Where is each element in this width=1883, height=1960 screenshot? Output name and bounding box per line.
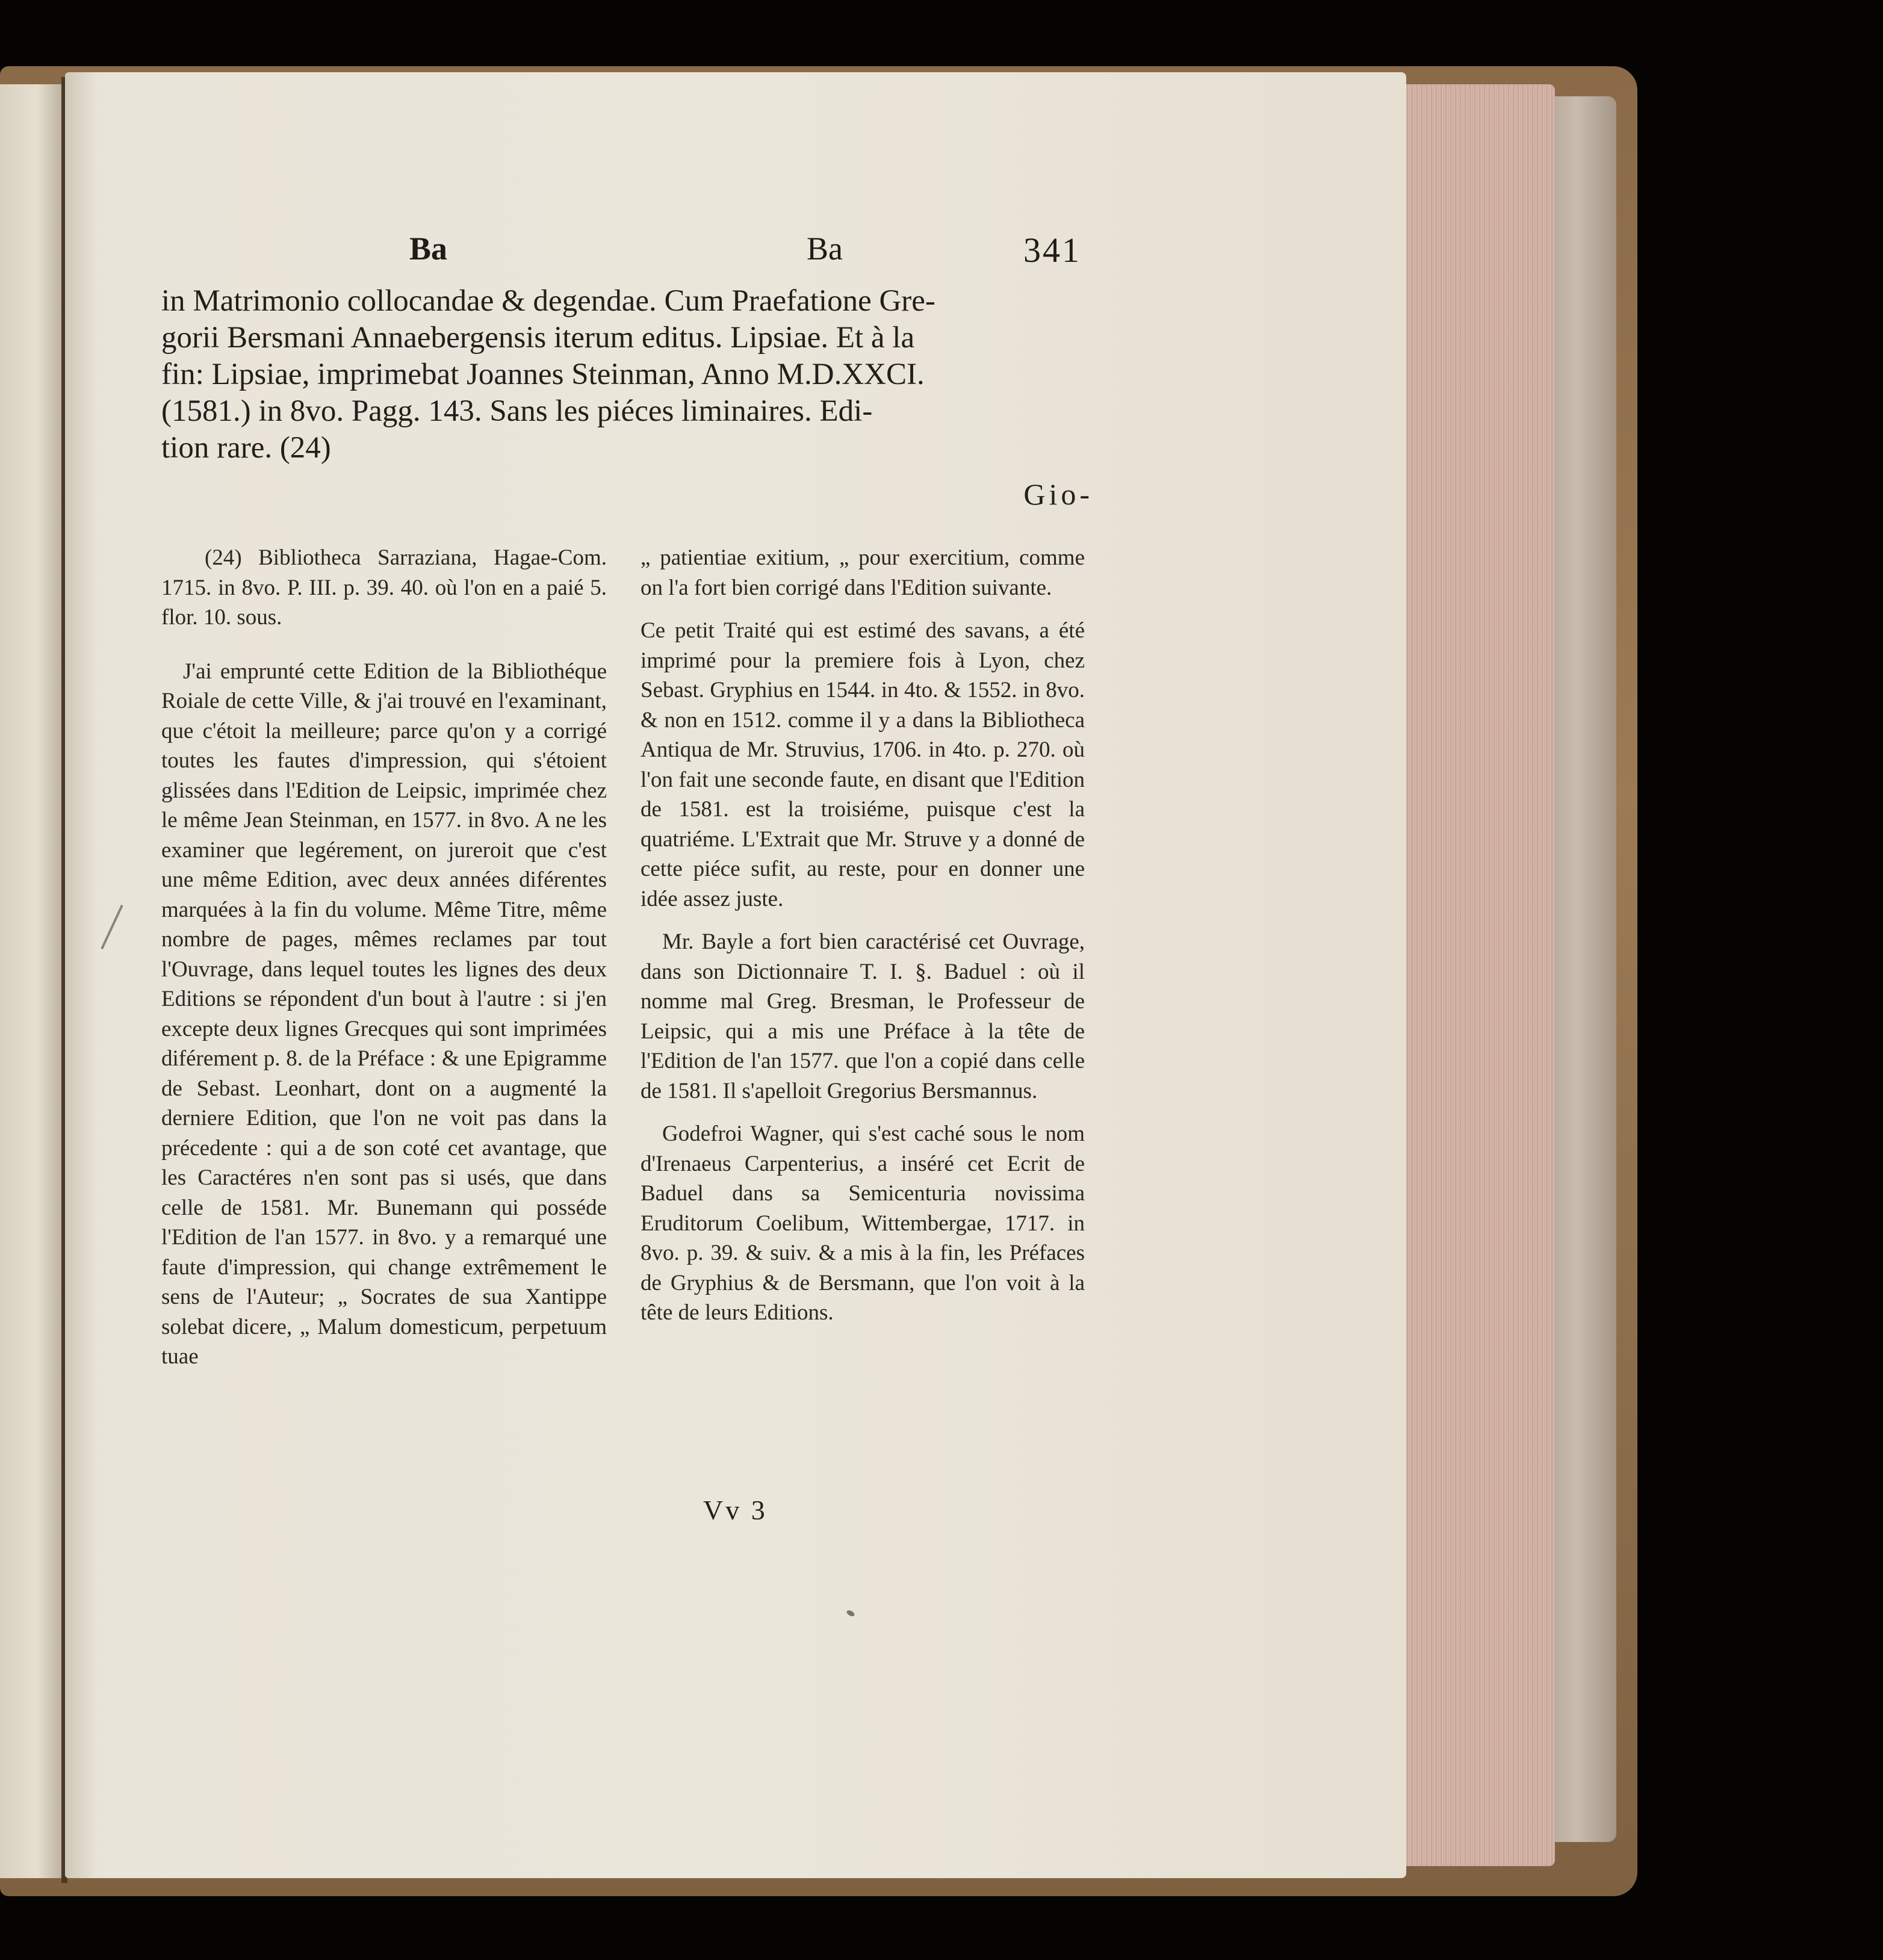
page-block-fore-edge	[1403, 84, 1555, 1866]
entry-line: fin: Lipsiae, imprimebat Joannes Steinman, Anno M.D.XXCI.	[161, 358, 925, 391]
book-cover-edge	[1550, 96, 1616, 1842]
running-head-center: Ba	[807, 231, 843, 267]
footnote-paragraph: Godefroi Wagner, qui s'est caché sous le nom d'Irenaeus Carpenterius, a inséré cet Ecrit de Baduel dans sa Semicenturia novissima Eruditorum Coelibum, Wittembergae, 1717. in 8vo. p. 39. & suiv. & a mis à la fin, les Préfaces de Gryphius & de Bersmann, que l'on voit à la tête de leurs Editions.	[641, 1121, 1085, 1325]
page-number: 341	[1023, 231, 1081, 270]
footnote-paragraph: J'ai emprunté cette Edition de la Bibliothéque Roiale de cette Ville, & j'ai trouvé en l'examinant, que c'étoit la meilleure; parce qu'on y a corrigé toutes les fautes d'impression, qui s'étoient glissées dans l'Edition de Leipsic, imprimée chez le même Jean Steinman, en 1577. in 8vo. A ne les examiner que legérement, on jureroit que c'est une même Edition, avec deux années diférentes marquées à la fin du volume. Même Titre, même nombre de pages, mêmes reclames par tout l'Ouvrage, dans lequel toutes les lignes des deux Editions se répondent d'un bout à l'autre : si j'en excepte deux lignes Grecques qui sont imprimées diférement p. 8. de la Préface : & une Epigramme de Sebast. Leonhart, dont on a augmenté la derniere Edition, que l'on ne voit pas dans la précedente : qui a de son coté cet avantage, que les Caractéres n'en sont pas si usés, que dans celle de 1581. Mr. Bunemann qui posséde l'Edition de l'an 1577. in 8vo. y a remarqué une faute d'impression, qui change extrêmement le sens de l'Auteur; „ Socrates de sua Xantippe solebat dicere, „ Malum domesticum, perpetuum tuae	[161, 659, 607, 1369]
footnote-paragraph: (24) Bibliotheca Sarraziana, Hagae-Com. 1715. in 8vo. P. III. p. 39. 40. où l'on en a paié 5. flor. 10. sous.	[161, 545, 607, 630]
facing-page-edge	[0, 84, 63, 1878]
catchword: Gio-	[1023, 477, 1093, 511]
entry-text-block	[161, 283, 1093, 467]
entry-line: in Matrimonio collocandae & degendae. Cum Praefatione Gre-	[161, 284, 935, 318]
entry-line: gorii Bersmani Annaebergensis iterum editus. Lipsiae. Et à la	[161, 321, 915, 355]
footnote-column-left	[161, 543, 607, 1385]
entry-line: tion rare. (24)	[161, 431, 331, 465]
footnote-paragraph: „ patientiae exitium, „ pour exercitium, comme on l'a fort bien corrigé dans l'Edition suivante.	[641, 545, 1085, 600]
entry-line: (1581.) in 8vo. Pagg. 143. Sans les piéces liminaires. Edi-	[161, 394, 873, 428]
signature-mark: Vv 3	[703, 1495, 768, 1525]
footnote-column-right	[641, 543, 1085, 1341]
footnote-paragraph: Mr. Bayle a fort bien caractérisé cet Ouvrage, dans son Dictionnaire T. I. §. Baduel : où il nomme mal Greg. Bresman, le Professeur de Leipsic, qui a mis une Préface à la tête de l'Edition de l'an 1577. que l'on a copié dans celle de 1581. Il s'apelloit Gregorius Bersmannus.	[641, 929, 1085, 1103]
footnote-paragraph: Ce petit Traité qui est estimé des savans, a été imprimé pour la premiere fois à Lyon, chez Sebast. Gryphius en 1544. in 4to. & 1552. in 8vo. & non en 1512. comme il y a dans la Bibliotheca Antiqua de Mr. Struvius, 1706. in 4to. p. 270. où l'on fait une seconde faute, en disant que l'Edition de 1581. est la troisiéme, puisque c'est la quatriéme. L'Extrait que Mr. Struve y a donné de cette piéce sufit, au reste, pour en donner une idée assez juste.	[641, 618, 1085, 911]
running-head-left: Ba	[409, 231, 448, 267]
